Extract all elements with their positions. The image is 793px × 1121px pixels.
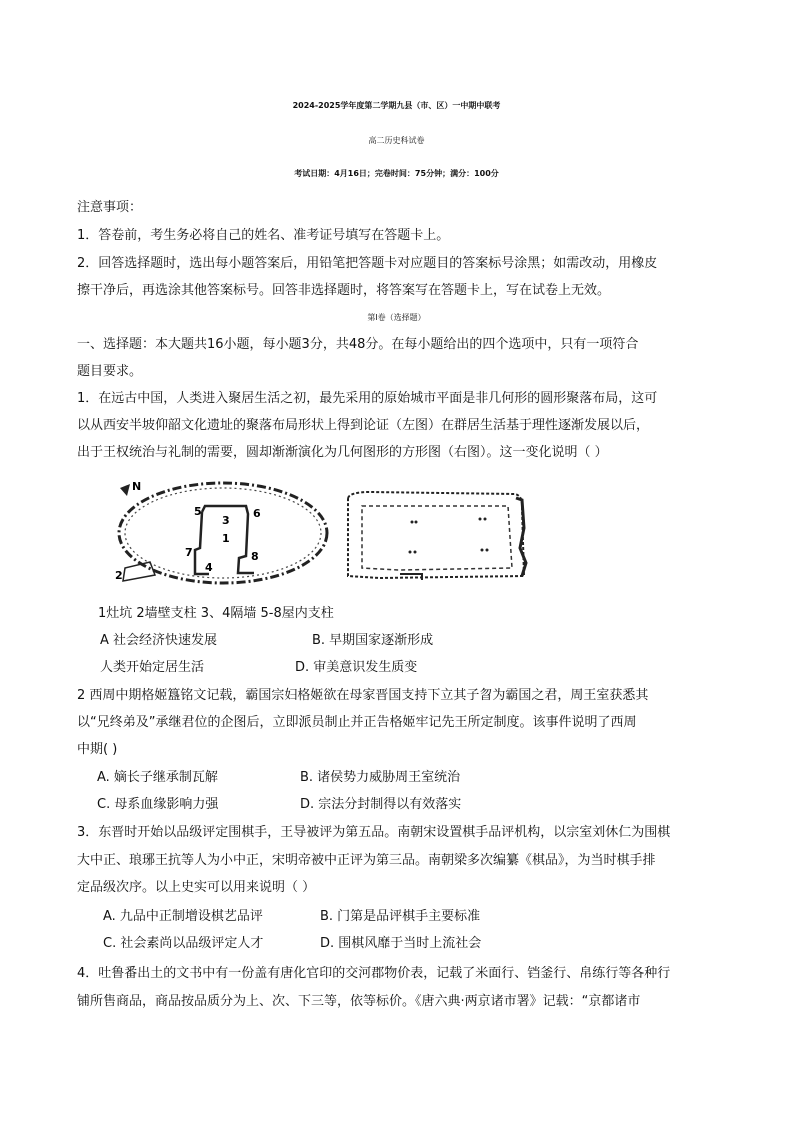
q2-option-c: C. 母系血缘影响力强 — [97, 797, 219, 812]
q1-option-a: A 社会经济快速发展 — [100, 633, 218, 648]
post-mark — [481, 549, 484, 552]
notice-item-2-line1: 2．回答选择题时，选出每小题答案后，用铅笔把答题卡对应题目的答案标号涂黑；如需改动，用橡皮 — [77, 256, 658, 271]
post-mark — [414, 551, 417, 554]
q1-line1: 1．在远古中国，人类进入聚居生活之初，最先采用的原始城市平面是非几何形的圆形聚落布局，这可 — [77, 391, 658, 406]
q1-figure-caption: 1灶坑 2墙壁支柱 3、4隔墙 5-8屋内支柱 — [98, 606, 334, 621]
q2-line1: 2 西周中期格姬簋铭文记载，霸国宗妇格姬欲在母家晋国支持下立其子曶为霸国之君，周王室获悉其 — [77, 688, 649, 703]
figure-label-1: 1 — [222, 532, 230, 545]
q1-line3: 出于王权统治与礼制的需要，圆却渐渐演化为几何图形的方形图（右图）。这一变化说明（ ） — [77, 445, 608, 460]
q3-line3: 定品级次序。以上史实可以用来说明（ ） — [77, 880, 316, 895]
square-wall-inner — [362, 506, 512, 570]
north-label: N — [132, 480, 142, 493]
q3-option-d: D. 围棋风靡于当时上流社会 — [320, 936, 482, 951]
post-mark — [484, 518, 487, 521]
section-title: 第Ⅰ卷（选择题） — [367, 313, 426, 322]
q1-figure-round-settlement — [105, 478, 330, 593]
q3-option-c: C. 社会素尚以品级评定人才 — [103, 936, 264, 951]
figure-label-2: 2 — [115, 569, 123, 582]
q1-figure-square-layout — [340, 488, 545, 583]
q1-option-d: D. 审美意识发生质变 — [295, 660, 418, 675]
figure-label-8: 8 — [251, 550, 259, 563]
q1-option-b: B. 早期国家逐渐形成 — [312, 633, 434, 648]
exam-subject: 高二历史科试卷 — [368, 136, 425, 145]
square-wall-east — [516, 498, 526, 576]
figure-label-5: 5 — [194, 505, 202, 518]
q2-option-b: B. 诸侯势力威胁周王室统治 — [300, 770, 461, 785]
q4-line1: 4．吐鲁番出土的文书中有一份盖有唐化官印的交河郡物价表，记载了米面行、铛釜行、帛练行等各种行 — [77, 966, 671, 981]
notice-item-1: 1．答卷前，考生务必将自己的姓名、准考证号填写在答题卡上。 — [77, 228, 450, 243]
figure-label-6: 6 — [253, 507, 261, 520]
notice-item-2-line2: 擦干净后，再选涂其他答案标号。回答非选择题时，将答案写在答题卡上，写在试卷上无效。 — [77, 283, 611, 298]
section-intro-line1: 一、选择题：本大题共16小题，每小题3分，共48分。在每小题给出的四个选项中，只有一项符合 — [77, 337, 639, 352]
exam-info: 考试日期：4月16日；完卷时间：75分钟；满分：100分 — [294, 169, 499, 178]
q3-line2: 大中正、琅琊王抗等人为小中正，宋明帝被中正评为第三品。南朝梁多次编纂《棋品》，为当时棋手排 — [77, 853, 656, 868]
q2-option-d: D. 宗法分封制得以有效落实 — [300, 797, 462, 812]
q2-line2: 以“兄终弟及”承继君位的企图后，立即派员制止并正告格姬牢记先王所定制度。该事件说明了西周 — [77, 715, 637, 730]
post-mark — [411, 521, 414, 524]
post-mark — [409, 551, 412, 554]
exam-title: 2024-2025学年度第二学期九县（市、区）一中期中联考 — [292, 101, 501, 110]
q4-line2: 铺所售商品，商品按品质分为上、次、下三等，依等标价。《唐六典·两京诸市署》记载：“京都诸市 — [77, 994, 641, 1009]
wall-pillar-mark — [123, 562, 155, 581]
q3-line1: 3．东晋时开始以品级评定围棋手，王导被评为第五品。南朝宋设置棋手品评机构，以宗室刘休仁为围棋 — [77, 825, 671, 840]
notice-heading: 注意事项： — [77, 200, 143, 215]
section-intro-line2: 题目要求。 — [77, 364, 143, 379]
figure-label-7: 7 — [185, 546, 193, 559]
q1-line2: 以从西安半坡仰韶文化遗址的聚落布局形状上得到论证（左图）在群居生活基于理性逐渐发展以后， — [77, 418, 650, 433]
post-mark — [415, 521, 418, 524]
q3-option-b: B. 门第是品评棋手主要标准 — [320, 909, 481, 924]
figure-label-4: 4 — [205, 561, 213, 574]
post-mark — [479, 518, 482, 521]
q2-option-a: A. 嫡长子继承制瓦解 — [97, 770, 218, 785]
square-wall-outer — [348, 492, 524, 578]
north-arrow-icon — [120, 484, 130, 496]
q3-option-a: A. 九品中正制增设棋艺品评 — [103, 909, 263, 924]
figure-label-3: 3 — [222, 514, 230, 527]
q2-line3: 中期( ) — [77, 742, 118, 757]
q1-option-c: 人类开始定居生活 — [100, 660, 205, 675]
post-mark — [486, 549, 489, 552]
